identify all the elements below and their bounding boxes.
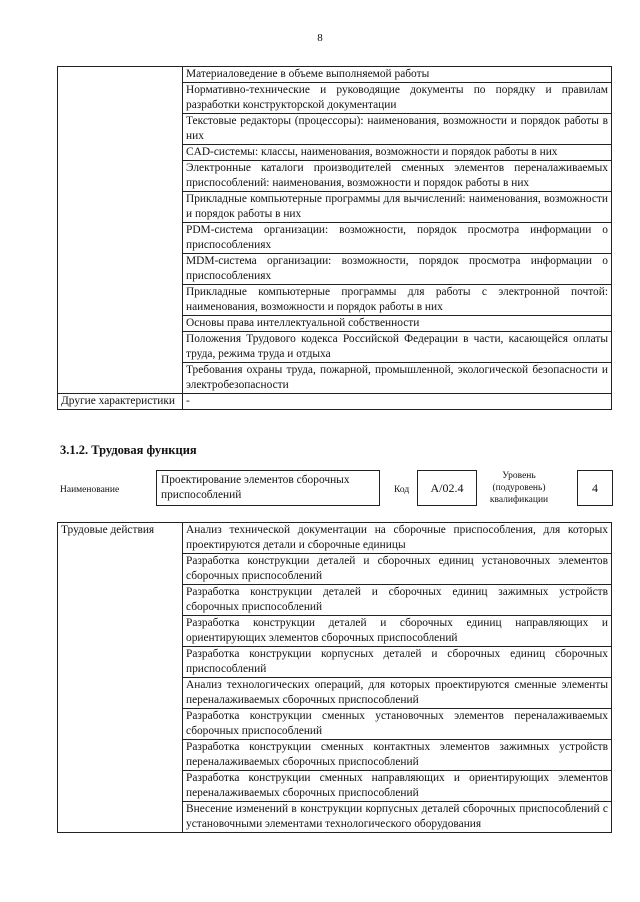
- knowledge-item: MDM-система организации: возможности, порядок просмотра информации о приспособлениях: [183, 254, 612, 285]
- level-box: 4: [577, 470, 613, 506]
- action-item: Разработка конструкции сменных установочных элементов переналаживаемых сборочных приспособлений: [183, 709, 612, 740]
- knowledge-item: Положения Трудового кодекса Российской Федерации в части, касающейся оплаты труда, режима труда и отдыха: [183, 332, 612, 363]
- code-label: Код: [394, 485, 410, 495]
- knowledge-item: Основы права интеллектуальной собственности: [183, 316, 612, 332]
- knowledge-item: Прикладные компьютерные программы для работы с электронной почтой: наименования, возможности и порядок работы в них: [183, 285, 612, 316]
- action-item: Разработка конструкции сменных контактных элементов зажимных устройств переналаживаемых сборочных приспособлений: [183, 740, 612, 771]
- action-item: Внесение изменений в конструкции корпусных деталей сборочных приспособлений с установочными элементами технологического оборудования: [183, 802, 612, 833]
- knowledge-item: Материаловедение в объеме выполняемой работы: [183, 67, 612, 83]
- table-row: [58, 67, 612, 83]
- table-row: [58, 394, 612, 410]
- actions-table: [57, 522, 612, 833]
- other-value: -: [183, 394, 612, 410]
- knowledge-item: PDM-система организации: возможности, порядок просмотра информации о приспособлениях: [183, 223, 612, 254]
- knowledge-item: Требования охраны труда, пожарной, промышленной, экологической безопасности и электробезопасности: [183, 363, 612, 394]
- actions-label: Трудовые действия: [58, 523, 183, 833]
- action-item: Разработка конструкции сменных направляющих и ориентирующих элементов переналаживаемых сборочных приспособлений: [183, 771, 612, 802]
- action-item: Разработка конструкции корпусных деталей и сборочных единиц сборочных приспособлений: [183, 647, 612, 678]
- knowledge-item: Прикладные компьютерные программы для вычислений: наименования, возможности и порядок работы в них: [183, 192, 612, 223]
- action-item: Разработка конструкции деталей и сборочных единиц зажимных устройств сборочных приспособлений: [183, 585, 612, 616]
- knowledge-table: [57, 66, 612, 410]
- action-item: Разработка конструкции деталей и сборочных единиц направляющих и ориентирующих элементов сборочных приспособлений: [183, 616, 612, 647]
- action-item: Разработка конструкции деталей и сборочных единиц установочных элементов сборочных приспособлений: [183, 554, 612, 585]
- function-code-box: А/02.4: [417, 470, 477, 506]
- table-row: [58, 523, 612, 554]
- knowledge-item: CAD-системы: классы, наименования, возможности и порядок работы в них: [183, 145, 612, 161]
- knowledge-label-cell: [58, 67, 183, 394]
- knowledge-item: Электронные каталоги производителей сменных элементов переналаживаемых приспособлений: наименования, возможности и порядок работы в них: [183, 161, 612, 192]
- level-label: Уровень (подуровень) квалификации: [489, 471, 549, 505]
- knowledge-item: Текстовые редакторы (процессоры): наименования, возможности и порядок работы в них: [183, 114, 612, 145]
- other-label: Другие характеристики: [58, 394, 183, 410]
- action-item: Анализ технологических операций, для которых проектируются сменные элементы переналаживаемых сборочных приспособлений: [183, 678, 612, 709]
- function-name-box: Проектирование элементов сборочных приспособлений: [156, 470, 380, 506]
- name-label: Наименование: [60, 485, 120, 495]
- action-item: Анализ технической документации на сборочные приспособления, для которых проектируются детали и сборочные единицы: [183, 523, 612, 554]
- knowledge-item: Нормативно-технические и руководящие документы по порядку и правилам разработки конструкторской документации: [183, 83, 612, 114]
- page-number: 8: [317, 32, 323, 44]
- section-title: 3.1.2. Трудовая функция: [60, 443, 197, 457]
